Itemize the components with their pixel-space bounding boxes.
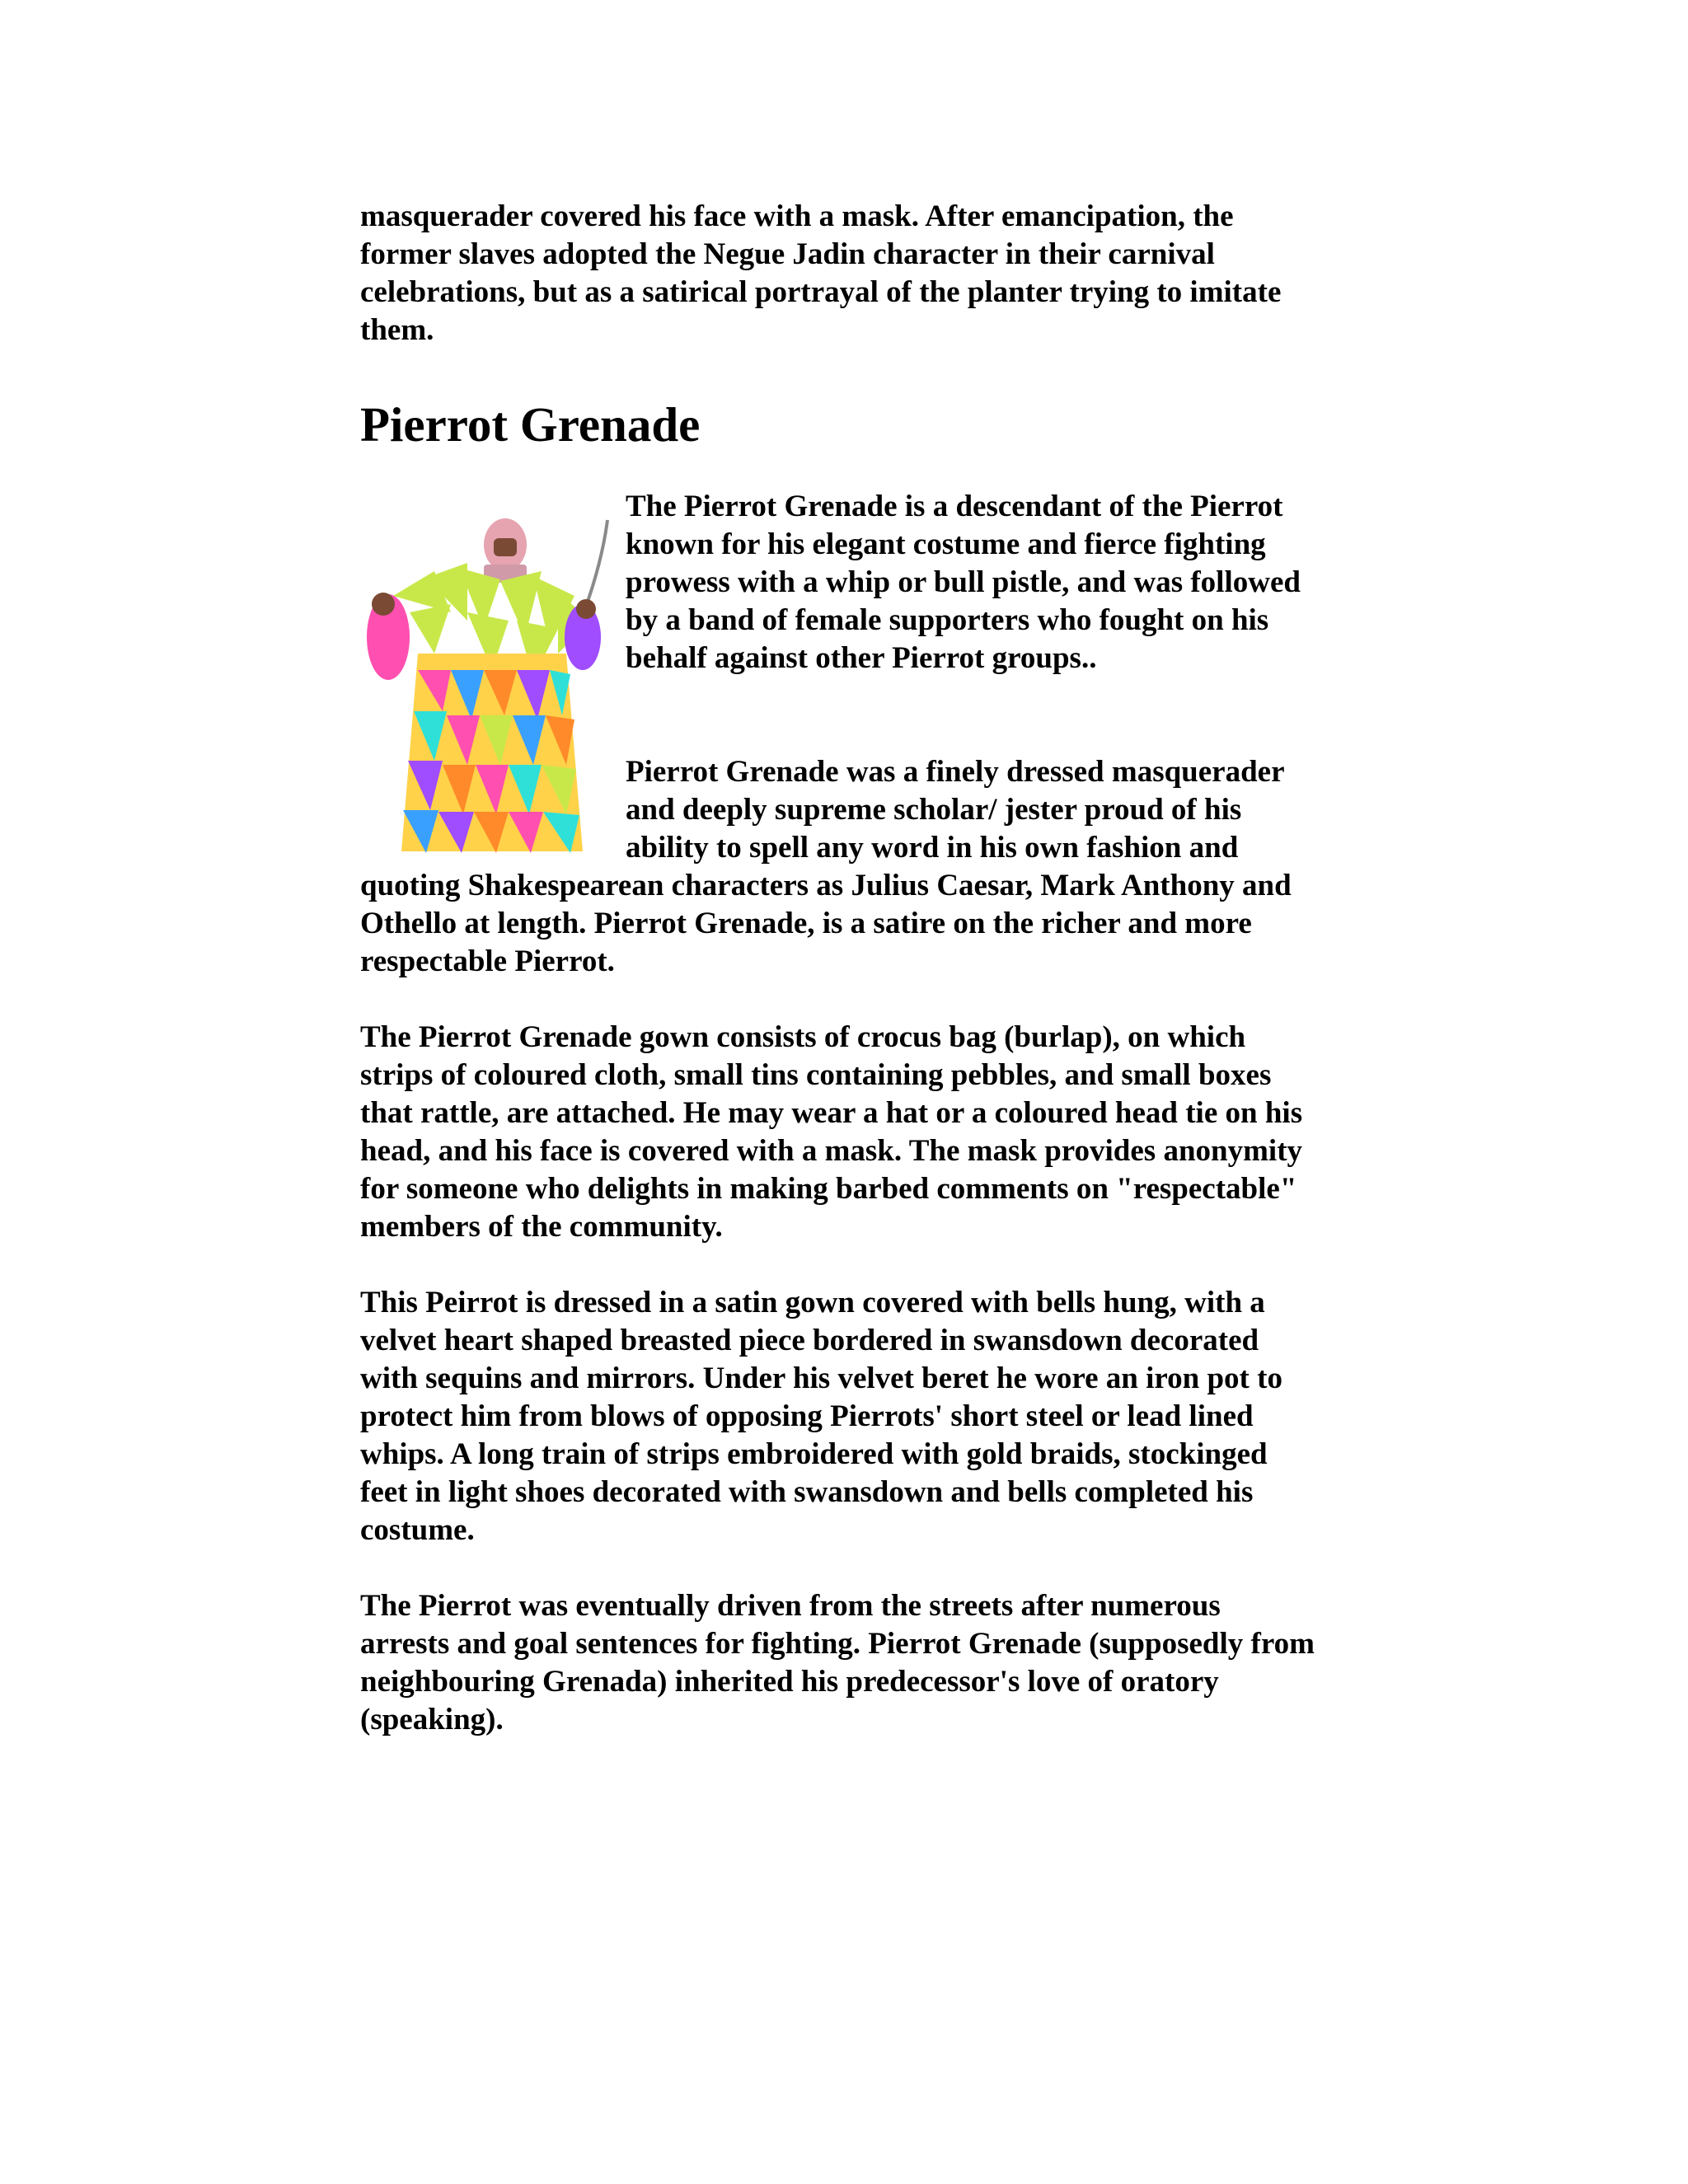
paragraph-2-wrap bbox=[360, 753, 1316, 981]
section-heading: Pierrot Grenade bbox=[360, 397, 701, 452]
paragraph-3: The Pierrot Grenade gown consists of crocus bag (burlap), on which strips of coloured cloth, small tins containing pebbles, and small boxes that rattle, are attached. He may wear a hat or a coloured head tie on his head, and his face is covered with a mask. The mask provides anonymity for someone who delights in making barbed comments on "respectable" members of the community. bbox=[360, 1020, 1303, 1244]
figure-wrap-space bbox=[360, 753, 626, 867]
paragraph-4: This Peirrot is dressed in a satin gown covered with bells hung, with a velvet heart shaped breasted piece bordered in swansdown decorated with sequins and mirrors. Under his velvet beret he wore an iron pot to protect him from blows of opposing Pierrots' short steel or lead lined whips. A long train of strips embroidered with gold braids, stockinged feet in light shoes decorated with swansdown and bells completed his costume. bbox=[360, 1286, 1282, 1547]
paragraph-1: The Pierrot Grenade is a descendant of the Pierrot known for his elegant costume and fierce fighting prowess with a whip or bull pistle, and was followed by a band of female supporters who fought on his behalf against other Pierrot groups.. bbox=[626, 490, 1301, 675]
paragraph-2: Pierrot Grenade was a finely dressed masquerader and deeply supreme scholar/ jester proud of his ability to spell any word in his own fashion and quoting Shakespearean characters as Julius Caesar, Mark Anthony and Othello at length. Pierrot Grenade, is a satire on the richer and more respectable Pierrot. bbox=[360, 755, 1292, 978]
paragraph-5: The Pierrot was eventually driven from the streets after numerous arrests and goal sentences for fighting. Pierrot Grenade (supposedly from neighbouring Grenada) inherited his predecessor's love of oratory (speaking). bbox=[360, 1589, 1315, 1736]
intro-paragraph: masquerader covered his face with a mask. After emancipation, the former slaves adopted the Negue Jadin character in their carnival celebrations, but as a satirical portrayal of the planter trying to imitate them. bbox=[360, 199, 1282, 347]
